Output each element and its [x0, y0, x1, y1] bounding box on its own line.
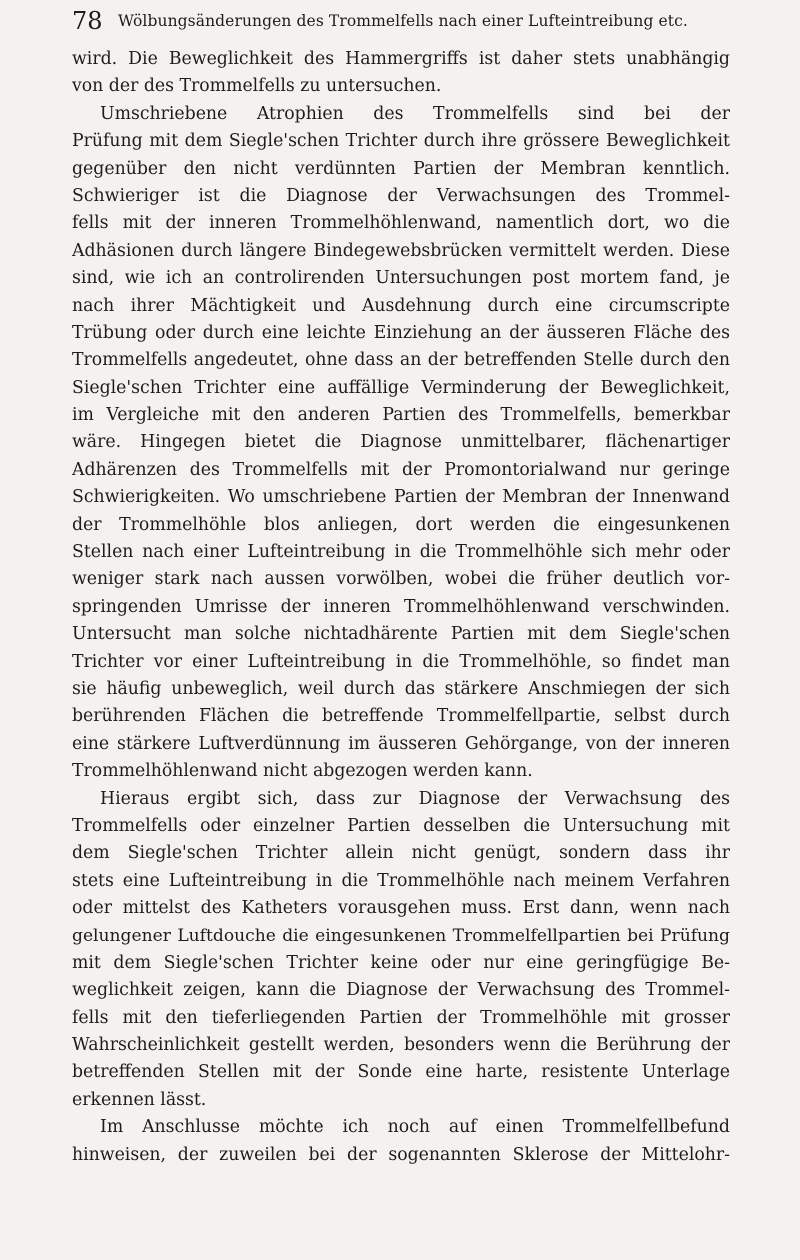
text-line: Adhäsionen durch längere Bindegewebsbrücken vermittelt werden. Diese — [72, 240, 730, 261]
text-line: oder mittelst des Katheters vorausgehen muss. Erst dann, wenn nach — [72, 898, 730, 919]
text-line: mit dem Siegle'schen Trichter keine oder nur eine geringfügige Be- — [72, 952, 730, 973]
text-line: eine stärkere Luftverdünnung im äusseren Gehörgange, von der inneren — [72, 733, 730, 754]
text-line: Umschriebene Atrophien des Trommelfells sind bei der — [100, 103, 730, 124]
text-line: Prüfung mit dem Siegle'schen Trichter durch ihre grössere Beweglichkeit — [72, 131, 730, 152]
text-line: nach ihrer Mächtigkeit und Ausdehnung durch eine circumscripte — [72, 295, 730, 316]
text-line: von der des Trommelfells zu untersuchen. — [72, 76, 442, 97]
text-line: Siegle'schen Trichter eine auffällige Verminderung der Beweglichkeit, — [72, 377, 730, 398]
body-text — [72, 46, 730, 1169]
text-line: Im Anschlusse möchte ich noch auf einen Trommelfellbefund — [100, 1117, 730, 1138]
text-line: dem Siegle'schen Trichter allein nicht genügt, sondern dass ihr — [72, 843, 730, 864]
text-line: Adhärenzen des Trommelfells mit der Promontorialwand nur geringe — [72, 459, 730, 480]
text-line: springenden Umrisse der inneren Trommelhöhlenwand verschwinden. — [72, 596, 730, 617]
text-line: hinweisen, der zuweilen bei der sogenannten Sklerose der Mittelohr- — [72, 1144, 730, 1165]
text-line: Schwierigkeiten. Wo umschriebene Partien der Membran der Innenwand — [72, 487, 730, 508]
text-line: Hieraus ergibt sich, dass zur Diagnose der Verwachsung des — [100, 788, 730, 809]
text-line: Trommelfells angedeutet, ohne dass an der betreffenden Stelle durch den — [72, 350, 730, 371]
page-header — [72, 6, 732, 36]
text-line: Trommelfells oder einzelner Partien desselben die Untersuchung mit — [72, 815, 730, 836]
page-number: 78 — [72, 7, 103, 35]
text-line: betreffenden Stellen mit der Sonde eine harte, resistente Unterlage — [72, 1062, 730, 1083]
text-line: sind, wie ich an controlirenden Untersuchungen post mortem fand, je — [72, 268, 730, 289]
text-line: berührenden Flächen die betreffende Trommelfellpartie, selbst durch — [72, 706, 730, 727]
text-line: Stellen nach einer Lufteintreibung in die Trommelhöhle sich mehr oder — [72, 542, 730, 563]
text-line: der Trommelhöhle blos anliegen, dort werden die eingesunkenen — [72, 514, 730, 535]
running-title: Wölbungsänderungen des Trommelfells nach einer Lufteintreibung etc. — [118, 12, 688, 30]
text-line: weniger stark nach aussen vorwölben, wobei die früher deutlich vor- — [72, 569, 730, 590]
text-line: gelungener Luftdouche die eingesunkenen Trommelfellpartien bei Prüfung — [72, 925, 730, 946]
text-line: wäre. Hingegen bietet die Diagnose unmittelbarer, flächenartiger — [72, 432, 730, 453]
text-line: wird. Die Beweglichkeit des Hammergriffs ist daher stets unabhängig — [72, 49, 730, 69]
text-line: Schwieriger ist die Diagnose der Verwachsungen des Trommel- — [72, 185, 730, 206]
text-line: Trübung oder durch eine leichte Einziehung an der äusseren Fläche des — [72, 322, 730, 343]
text-line: im Vergleiche mit den anderen Partien des Trommelfells, bemerkbar — [72, 405, 730, 426]
text-line: Trichter vor einer Lufteintreibung in die Trommelhöhle, so findet man — [72, 651, 730, 672]
text-line: erkennen lässt. — [72, 1089, 207, 1110]
text-line: Untersucht man solche nichtadhärente Partien mit dem Siegle'schen — [72, 624, 730, 645]
text-line: Wahrscheinlichkeit gestellt werden, besonders wenn die Berührung der — [72, 1035, 730, 1056]
text-line: fells mit der inneren Trommelhöhlenwand, namentlich dort, wo die — [72, 213, 730, 234]
text-line: weglichkeit zeigen, kann die Diagnose der Verwachsung des Trommel- — [72, 980, 730, 1001]
text-line: gegenüber den nicht verdünnten Partien der Membran kenntlich. — [72, 158, 730, 179]
text-line: fells mit den tieferliegenden Partien der Trommelhöhle mit grosser — [72, 1007, 730, 1028]
text-line: Trommelhöhlenwand nicht abgezogen werden kann. — [72, 761, 533, 782]
text-line: stets eine Lufteintreibung in die Trommelhöhle nach meinem Verfahren — [72, 870, 730, 891]
text-line: sie häufig unbeweglich, weil durch das stärkere Anschmiegen der sich — [72, 678, 730, 699]
